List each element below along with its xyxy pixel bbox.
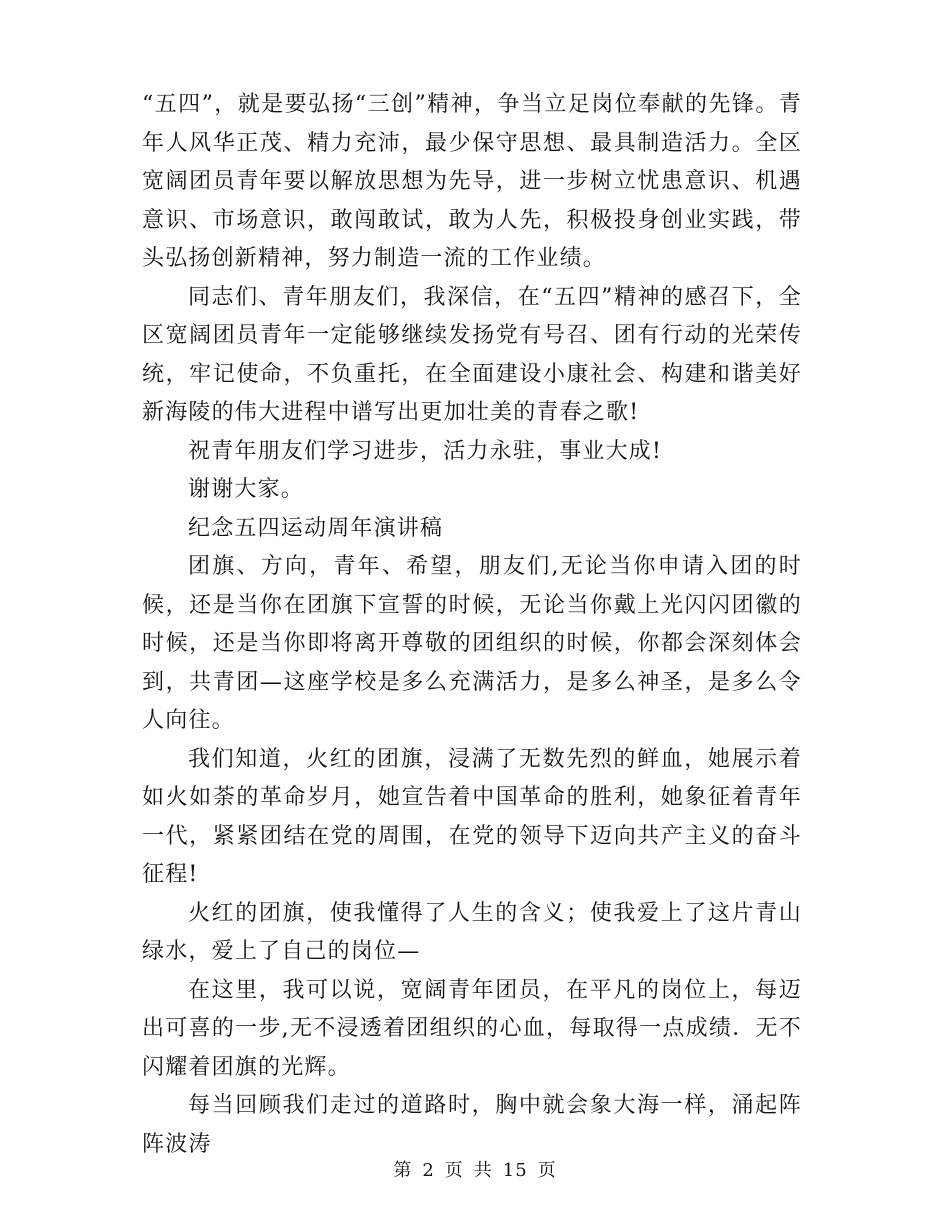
paragraph-4: 谢谢大家。 — [188, 477, 305, 502]
paragraph-6: 团旗、方向，青年、希望，朋友们,无论当你申请入团的时候，还是当你在团旗下宣誓的时候，无论当你戴上光闪闪团徽的时候，还是当你即将离开尊敬的团组织的时候，你都会深刻体会到，共青团—这座学校是多么充满活力，是多么神圣，是多么令人向往。 — [142, 554, 802, 733]
speech-title: 纪念五四运动周年演讲稿 — [188, 515, 444, 541]
document-body — [142, 86, 802, 1164]
paragraph-7: 我们知道，火红的团旗，浸满了无数先烈的鲜血，她展示着如火如荼的革命岁月，她宣告着中国革命的胜利，她象征着青年一代，紧紧团结在党的周围，在党的领导下迈向共产主义的奋斗征程! — [142, 746, 802, 887]
footer-current-page: 2 — [422, 1160, 435, 1181]
footer-total-word: 共 — [473, 1160, 493, 1181]
footer-total-pages: 15 — [502, 1160, 528, 1181]
footer-prefix: 第 — [393, 1160, 413, 1181]
paragraph-2: 同志们、青年朋友们，我深信，在“五四”精神的感召下，全区宽阔团员青年一定能够继续发扬党有号召、团有行动的光荣传统，牢记使命，不负重托，在全面建设小康社会、构建和谐美好新海陵的伟大进程中谱写出更加壮美的青春之歌! — [142, 284, 802, 425]
paragraph-9: 在这里，我可以说，宽阔青年团员，在平凡的岗位上，每迈出可喜的一步,无不浸透着团组织的心血，每取得一点成绩．无不闪耀着团旗的光辉。 — [142, 977, 802, 1080]
footer-suffix: 页 — [537, 1160, 557, 1181]
page-footer — [0, 1156, 950, 1182]
paragraph-8: 火红的团旗，使我懂得了人生的含义；使我爱上了这片青山绿水，爱上了自己的岗位— — [142, 900, 802, 964]
paragraph-3: 祝青年朋友们学习进步，活力永驻，事业大成! — [188, 438, 663, 464]
footer-page-word: 页 — [444, 1160, 464, 1181]
paragraph-10: 每当回顾我们走过的道路时，胸中就会象大海一样，涌起阵阵波涛 — [142, 1093, 802, 1157]
paragraph-1: “五四”，就是要弘扬“三创”精神，争当立足岗位奉献的先锋。青年人风华正茂、精力充沛，最少保守思想、最具制造活力。全区宽阔团员青年要以解放思想为先导，进一步树立忧患意识、机遇意识、市场意识，敢闯敢试，敢为人先，积极投身创业实践，带头弘扬创新精神，努力制造一流的工作业绩。 — [142, 92, 802, 271]
